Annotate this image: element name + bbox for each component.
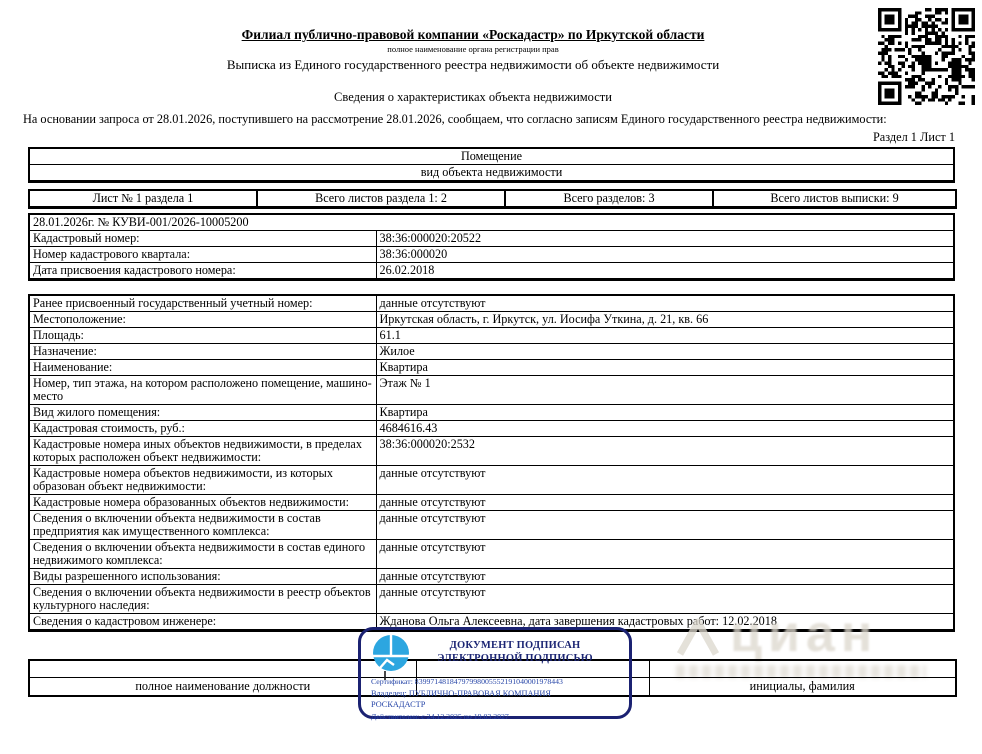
table-row <box>29 569 954 585</box>
roskadastr-logo-icon <box>371 634 411 680</box>
table-row <box>29 511 954 540</box>
table-row <box>29 360 954 376</box>
row-label: Сведения о включении объекта недвижимости в состав предприятия как имущественного комплекса: <box>29 511 376 540</box>
table-row <box>29 405 954 421</box>
row-value: 38:36:000020:2532 <box>376 437 954 466</box>
sheet-info-cell: Всего листов выписки: 9 <box>713 190 956 208</box>
sheet-info-table <box>28 189 957 209</box>
row-value: Квартира <box>376 360 954 376</box>
row-value: данные отсутствуют <box>376 511 954 540</box>
table-row <box>29 540 954 569</box>
row-label: Кадастровые номера иных объектов недвижимости, в пределах которых расположен объект недвижимости: <box>29 437 376 466</box>
row-value: Жданова Ольга Алексеевна, дата завершения кадастровых работ: 12.02.2018 <box>376 614 954 631</box>
row-value: 26.02.2018 <box>376 263 954 280</box>
row-label: Кадастровая стоимость, руб.: <box>29 421 376 437</box>
signature-cell <box>649 660 956 677</box>
row-value: 61.1 <box>376 328 954 344</box>
row-label: Площадь: <box>29 328 376 344</box>
stamp-owner-line1: Владелец: ПУБЛИЧНО-ПРАВОВАЯ КОМПАНИЯ <box>371 688 551 698</box>
row-value: Жилое <box>376 344 954 360</box>
table-row <box>29 231 954 247</box>
row-label: Кадастровый номер: <box>29 231 376 247</box>
row-label: Кадастровые номера образованных объектов недвижимости: <box>29 495 376 511</box>
row-value: Иркутская область, г. Иркутск, ул. Иосифа Уткина, д. 21, кв. 66 <box>376 312 954 328</box>
row-label: Номер, тип этажа, на котором расположено помещение, машино-место <box>29 376 376 405</box>
registration-org-title: Филиал публично-правовой компании «Роскадастр» по Иркутской области <box>241 27 705 42</box>
row-value: данные отсутствуют <box>376 295 954 312</box>
row-label: Местоположение: <box>29 312 376 328</box>
row-label: Вид жилого помещения: <box>29 405 376 421</box>
sheet-info-row <box>29 190 956 208</box>
row-value: 38:36:000020:20522 <box>376 231 954 247</box>
watermark-text: циан <box>730 605 879 663</box>
document-header <box>58 27 888 105</box>
table-row <box>29 312 954 328</box>
table-row <box>29 263 954 280</box>
stamp-title-line2: ЭЛЕКТРОННОЙ ПОДПИСЬЮ <box>437 653 593 664</box>
row-label: Кадастровые номера объектов недвижимости, из которых образован объект недвижимости: <box>29 466 376 495</box>
row-label: Сведения о включении объекта недвижимости в реестр объектов культурного наследия: <box>29 585 376 614</box>
stamp-owner-line2: РОСКАДАСТР <box>371 700 426 709</box>
registration-org-subtitle: полное наименование органа регистрации прав <box>387 44 559 54</box>
sheet-info-cell: Лист № 1 раздела 1 <box>29 190 257 208</box>
object-type-value: Помещение <box>29 148 954 165</box>
row-value: данные отсутствуют <box>376 569 954 585</box>
row-label: Номер кадастрового квартала: <box>29 247 376 263</box>
table-row <box>29 376 954 405</box>
row-value: Этаж № 1 <box>376 376 954 405</box>
digital-signature-stamp <box>358 627 632 719</box>
table-row <box>29 495 954 511</box>
row-label: Наименование: <box>29 360 376 376</box>
row-label: Сведения о кадастровом инженере: <box>29 614 376 631</box>
characteristics-table-body <box>29 295 954 631</box>
row-label: Ранее присвоенный государственный учетный номер: <box>29 295 376 312</box>
characteristics-table <box>28 294 955 632</box>
table-row <box>29 148 954 165</box>
qr-code <box>878 8 975 105</box>
object-type-table <box>28 147 955 183</box>
request-basis-line: На основании запроса от 28.01.2026, поступившего на рассмотрение 28.01.2026, сообщаем, что согласно записям Единого государственного реестра недвижимости: <box>23 112 887 126</box>
section-sheet-label: Раздел 1 Лист 1 <box>872 130 955 144</box>
request-number: 28.01.2026г. № КУВИ-001/2026-10005200 <box>29 214 954 231</box>
document-title: Выписка из Единого государственного реестра недвижимости об объекте недвижимости <box>226 57 720 72</box>
row-value: Квартира <box>376 405 954 421</box>
section-title: Сведения о характеристиках объекта недвижимости <box>334 90 612 104</box>
row-value: данные отсутствуют <box>376 466 954 495</box>
table-row <box>29 214 954 231</box>
row-value: 4684616.43 <box>376 421 954 437</box>
table-row <box>29 466 954 495</box>
row-label: Дата присвоения кадастрового номера: <box>29 263 376 280</box>
row-value: 38:36:000020 <box>376 247 954 263</box>
cian-house-icon <box>676 616 720 656</box>
table-row <box>29 344 954 360</box>
row-value: данные отсутствуют <box>376 585 954 614</box>
table-row <box>29 295 954 312</box>
row-label: Виды разрешенного использования: <box>29 569 376 585</box>
sheet-info-cell: Всего листов раздела 1: 2 <box>257 190 505 208</box>
row-value: данные отсутствуют <box>376 495 954 511</box>
cadastral-number-table <box>28 213 955 281</box>
initials-caption: инициалы, фамилия <box>649 677 956 696</box>
stamp-certificate: Сертификат: 83997148184797998005552191040001978443 <box>371 677 563 686</box>
cadastral-table-body <box>29 231 954 280</box>
stamp-title-line1: ДОКУМЕНТ ПОДПИСАН <box>449 640 581 651</box>
object-type-caption: вид объекта недвижимости <box>29 165 954 182</box>
table-row <box>29 328 954 344</box>
row-label: Назначение: <box>29 344 376 360</box>
table-row <box>29 247 954 263</box>
position-caption: полное наименование должности <box>29 677 416 696</box>
stamp-validity: Действителен: с 24.12.2025 по 19.03.2027 <box>371 711 509 721</box>
table-row <box>29 437 954 466</box>
row-value: данные отсутствуют <box>376 540 954 569</box>
table-row <box>29 165 954 182</box>
row-label: Сведения о включении объекта недвижимости в состав единого недвижимого комплекса: <box>29 540 376 569</box>
sheet-info-cell: Всего разделов: 3 <box>505 190 713 208</box>
table-row <box>29 421 954 437</box>
